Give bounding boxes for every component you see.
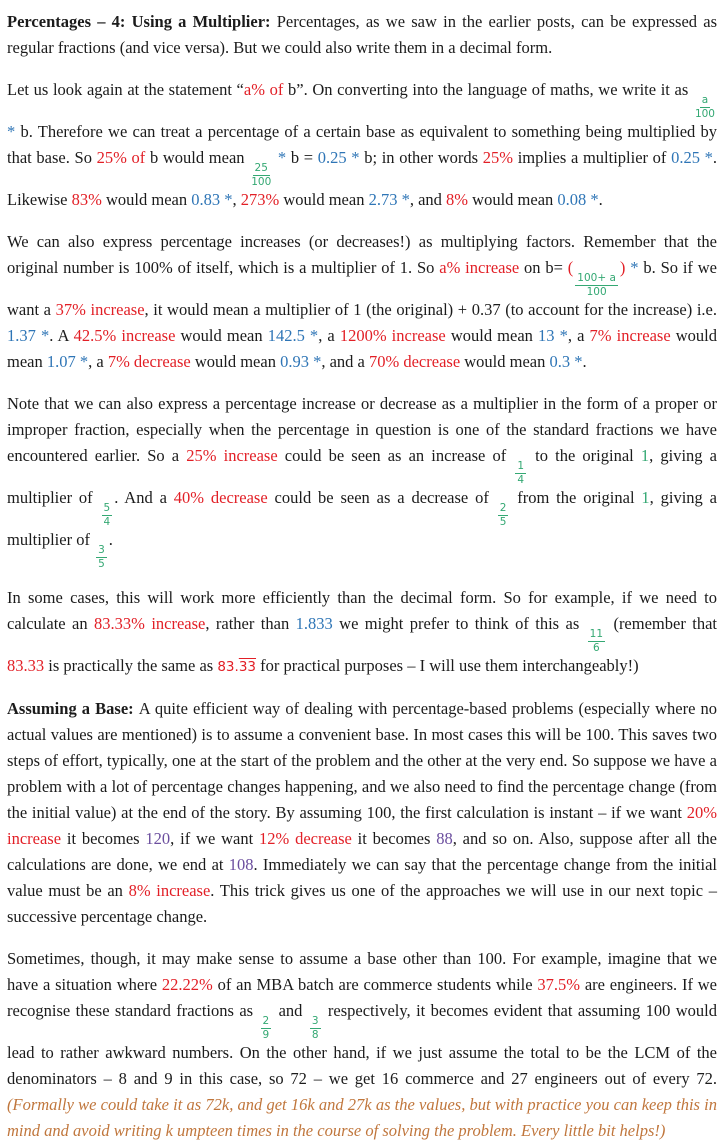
text-run: implies a multiplier of <box>513 148 672 167</box>
fraction-numerator: 2 <box>499 502 507 514</box>
text-run: it becomes <box>351 829 437 848</box>
text-run: 42.5% increase <box>73 326 176 345</box>
text-run: 37% increase <box>55 300 145 319</box>
text-run: Let us look again at the statement “ <box>7 80 244 99</box>
text-run: from the original <box>510 488 642 507</box>
text-run: 22.22% <box>161 975 213 994</box>
text-run: * <box>277 148 287 167</box>
text-run: 70% decrease <box>368 352 461 371</box>
fraction-denominator: 8 <box>311 1028 319 1041</box>
text-run: 0.93 * <box>280 352 322 371</box>
fraction-numerator: 25 <box>254 162 268 174</box>
text-run: . <box>598 190 603 209</box>
text-run: on b= <box>519 258 568 277</box>
text-run: b. Therefore we can treat a percentage of a certain base as equivalent to something being multiplied by that base. So <box>7 122 717 167</box>
fraction <box>575 273 618 297</box>
fraction-numerator: 100+ a <box>577 272 616 284</box>
text-run: of an MBA batch are commerce students while <box>212 975 538 994</box>
text-run: would mean <box>468 190 558 209</box>
text-run: 0.25 * <box>671 148 713 167</box>
fraction-denominator: 6 <box>593 641 600 654</box>
text-run: 83. <box>217 659 239 675</box>
text-run: ( <box>567 258 574 277</box>
text-run: 25% <box>482 148 514 167</box>
paragraph-other-bases <box>7 946 717 1144</box>
fraction <box>310 1016 321 1040</box>
text-run: 1.07 * <box>46 352 89 371</box>
text-run: Note that we can also express a percentage increase or decrease as a multiplier in the form of a proper or improper fraction, especially when the percentage in question is one of the standard fractions we have encountered earlier. So a <box>7 394 717 465</box>
text-run: could be seen as a decrease of <box>267 488 496 507</box>
text-run: would mean <box>190 352 281 371</box>
text-run: and <box>273 1001 308 1020</box>
fraction-denominator: 4 <box>517 473 525 486</box>
text-run: 8% <box>446 190 469 209</box>
text-run: ) <box>619 258 626 277</box>
text-run: b. So if we want a <box>7 258 717 319</box>
text-run: b = <box>286 148 318 167</box>
text-run: Assuming a Base: <box>7 699 139 718</box>
text-run: are engineers. If we recognise these standard fractions as <box>7 975 718 1020</box>
text-run: 1 <box>640 446 650 465</box>
text-run: 142.5 * <box>267 326 319 345</box>
text-run: , rather than <box>205 614 296 633</box>
text-run: it becomes <box>61 829 146 848</box>
fraction-denominator: 100 <box>251 175 272 188</box>
fraction <box>515 461 526 485</box>
text-run: 1 <box>641 488 650 507</box>
text-run: . This trick gives us one of the approaches we will use in our next topic – successive percentage change. <box>7 881 717 926</box>
text-run: * <box>7 122 16 141</box>
text-run: , giving a multiplier of <box>7 446 717 507</box>
text-run: (remember that <box>607 614 717 633</box>
text-run: 0.08 * <box>557 190 599 209</box>
fraction-numerator: 1 <box>517 460 525 472</box>
document-body <box>7 9 717 1144</box>
text-run: 8% increase <box>128 881 211 900</box>
text-run: . Immediately we can say that the percentage change from the initial value must be an <box>7 855 717 900</box>
text-run: 2.73 * <box>368 190 410 209</box>
text-run: , and a <box>321 352 369 371</box>
paragraph-efficiency-example <box>7 585 717 680</box>
text-run: We can also express percentage increases (or decreases!) as multiplying factors. Remember that the original number is 100% of itself, which is a multiplier of 1. So <box>7 232 717 277</box>
text-run: 20% increase <box>7 803 717 848</box>
fraction <box>102 503 113 527</box>
text-run: b”. On converting into the language of maths, we write it as <box>283 80 693 99</box>
text-run: 83% <box>71 190 102 209</box>
fraction-denominator: 100 <box>694 107 715 120</box>
text-run: would mean <box>175 326 268 345</box>
fraction-numerator: a <box>701 94 709 106</box>
text-run: a% increase <box>439 258 520 277</box>
fraction-denominator: 100 <box>586 285 607 298</box>
paragraph-fraction-multipliers <box>7 391 717 569</box>
text-run: b would mean <box>145 148 250 167</box>
fraction-numerator: 2 <box>262 1015 270 1027</box>
text-run: 0.25 * <box>317 148 360 167</box>
text-run: would mean <box>460 352 550 371</box>
fraction-numerator: 5 <box>103 502 111 514</box>
fraction <box>261 1016 272 1040</box>
text-run: would mean <box>101 190 192 209</box>
text-run: , a <box>318 326 340 345</box>
text-run: would mean <box>445 326 539 345</box>
text-run: . And a <box>114 488 174 507</box>
fraction <box>96 545 107 569</box>
text-run: could be seen as an increase of <box>277 446 514 465</box>
fraction-numerator: 3 <box>311 1015 319 1027</box>
text-run: 273% <box>240 190 280 209</box>
text-run: * <box>630 258 639 277</box>
text-run: , giving a multiplier of <box>7 488 717 549</box>
text-run: for practical purposes – I will use them interchangeably!) <box>256 656 639 675</box>
text-run: . <box>582 352 587 371</box>
text-run: Percentages – 4: Using a Multiplier: <box>7 12 277 31</box>
text-run: 88 <box>436 829 453 848</box>
fraction <box>588 629 605 653</box>
paragraph-increase-decrease-factors <box>7 229 717 375</box>
fraction-numerator: 3 <box>98 544 105 556</box>
fraction-numerator: 11 <box>589 628 604 640</box>
fraction-denominator: 5 <box>499 515 507 528</box>
text-run: b; in other words <box>359 148 483 167</box>
text-run: 0.83 * <box>191 190 233 209</box>
text-run: 1200% increase <box>339 326 446 345</box>
text-run: 120 <box>145 829 171 848</box>
text-run: A quite efficient way of dealing with percentage-based problems (especially where no actual values are mentioned) is to assume a convenient base. In most cases this will be 100. This saves two steps of effort, typically, one at the start of the problem and the other at the very end. So suppose we have a problem with a lot of percentage changes happening, and we also need to find the percentage change (from the initial value) at the end of the story. By assuming 100, the first calculation is instant – if we want <box>7 699 718 822</box>
text-run: , it would mean a multiplier of 1 (the original) + 0.37 (to account for the increase) i.e. <box>144 300 717 319</box>
text-run: . A <box>49 326 74 345</box>
text-run: Percentages, as we saw in the earlier posts, can be expressed as regular fractions (and vice versa). But we could also write them in a decimal form. <box>7 12 717 57</box>
text-run: we might prefer to think of this as <box>332 614 586 633</box>
text-run: . <box>108 530 113 549</box>
text-run: 37.5% <box>537 975 581 994</box>
text-run: , and <box>409 190 447 209</box>
text-run: 33 <box>238 659 257 675</box>
text-run: respectively, it becomes evident that assuming 100 would lead to rather awkward numbers. On the other hand, if we just assume the total to be the LCM of the denominators – 8 and 9 in this case, so 72 – we get 16 commerce and 27 engineers out of every 72. <box>7 1001 717 1088</box>
text-run: would mean <box>7 326 718 371</box>
text-run: . Likewise <box>7 148 718 209</box>
text-run: 83.33 <box>7 656 45 675</box>
text-run: Sometimes, though, it may make sense to assume a base other than 100. For example, imagine that we have a situation where <box>7 949 717 994</box>
text-run: 1.833 <box>295 614 333 633</box>
text-run: , <box>232 190 241 209</box>
fraction <box>695 95 715 119</box>
text-run: (Formally we could take it as 72k, and get 16k and 27k as the values, but with practice you can keep this in mind and avoid writing k umpteen times in the course of solving the problem. Every little bit helps!) <box>7 1095 717 1140</box>
paragraph-intro <box>7 9 717 61</box>
fraction <box>251 163 271 187</box>
text-run: 1.37 * <box>7 326 50 345</box>
text-run: , and so on. Also, suppose after all the calculations are done, we end at <box>7 829 717 874</box>
text-run: 0.3 * <box>549 352 583 371</box>
fraction <box>498 503 509 527</box>
text-run: 83.33% increase <box>94 614 206 633</box>
text-run: 7% decrease <box>107 352 191 371</box>
text-run: 108 <box>228 855 254 874</box>
text-run: is practically the same as <box>44 656 218 675</box>
text-run: In some cases, this will work more efficiently than the decimal form. So for example, if we need to calculate an <box>7 588 717 633</box>
paragraph-multiplier-basics <box>7 77 717 213</box>
text-run: a% of <box>243 80 284 99</box>
fraction-denominator: 4 <box>103 515 111 528</box>
text-run: 12% decrease <box>259 829 352 848</box>
text-run: 25% increase <box>186 446 278 465</box>
fraction-denominator: 5 <box>98 557 105 570</box>
text-run: 40% decrease <box>173 488 268 507</box>
text-run: 25% of <box>96 148 146 167</box>
text-run: , a <box>567 326 590 345</box>
text-run: 13 * <box>538 326 568 345</box>
text-run: 7% increase <box>589 326 671 345</box>
text-run: would mean <box>279 190 369 209</box>
fraction-denominator: 9 <box>262 1028 270 1041</box>
paragraph-assuming-a-base <box>7 696 717 930</box>
text-run: to the original <box>528 446 641 465</box>
text-run: , a <box>88 352 108 371</box>
text-run: , if we want <box>170 829 259 848</box>
